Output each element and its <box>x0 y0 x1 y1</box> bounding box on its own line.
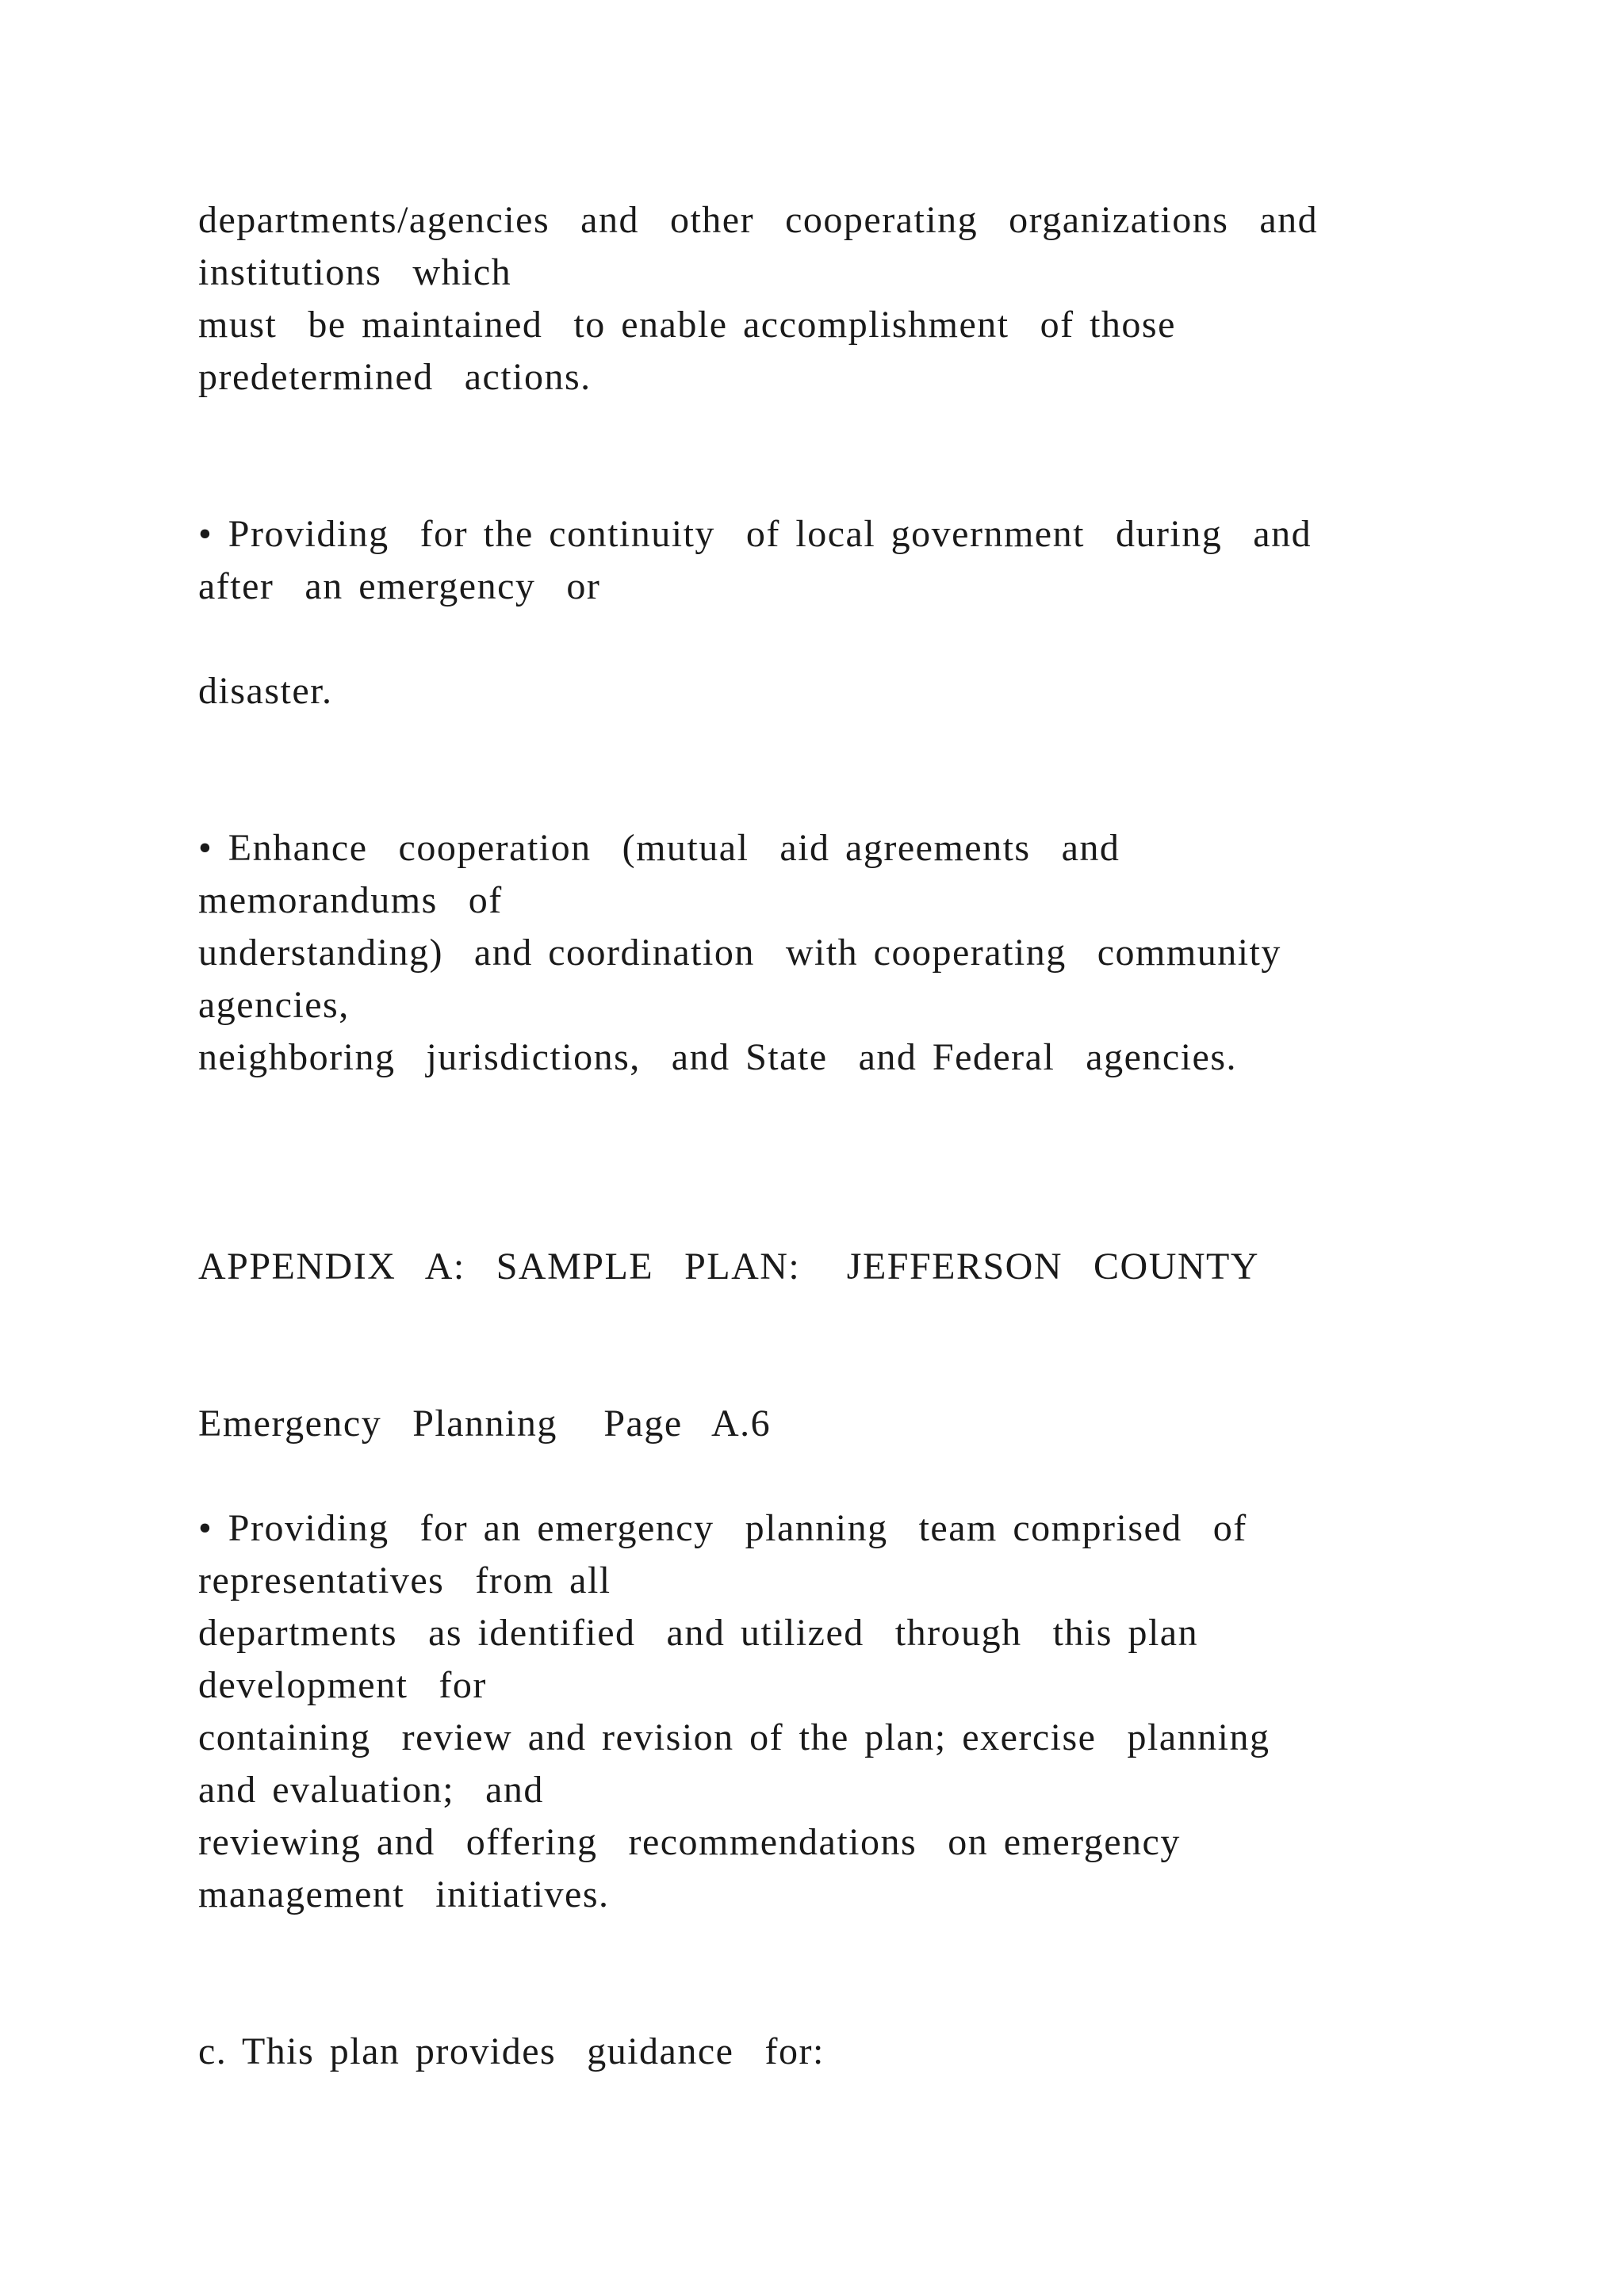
bullet-line: • Enhance cooperation (mutual aid agreements and <box>198 827 1120 869</box>
text-line: memorandums of <box>198 879 503 921</box>
text-line: representatives from all <box>198 1559 611 1601</box>
text-line: containing review and revision of the plan; exercise planning <box>198 1716 1270 1758</box>
page-header: Emergency Planning Page A.6 <box>198 1402 772 1445</box>
text-line: institutions which <box>198 251 512 293</box>
text-line: after an emergency or <box>198 565 601 607</box>
text-line: predetermined actions. <box>198 356 592 398</box>
text-line: and evaluation; and <box>198 1769 544 1811</box>
text-line: reviewing and offering recommendations on emergency <box>198 1821 1181 1863</box>
text-line: agencies, <box>198 984 350 1026</box>
text-line: neighboring jurisdictions, and State and Federal agencies. <box>198 1036 1238 1078</box>
text-line: understanding) and coordination with cooperating community <box>198 932 1281 974</box>
section-c-line: c. This plan provides guidance for: <box>198 2030 825 2072</box>
text-line: must be maintained to enable accomplishment of those <box>198 304 1176 346</box>
appendix-heading: APPENDIX A: SAMPLE PLAN: JEFFERSON COUNTY <box>198 1246 1259 1288</box>
bullet-line: • Providing for an emergency planning team comprised of <box>198 1507 1247 1549</box>
text-line: disaster. <box>198 670 333 712</box>
text-line: management initiatives. <box>198 1873 610 1915</box>
text-line: development for <box>198 1664 487 1706</box>
text-line: departments/agencies and other cooperating organizations and <box>198 199 1319 241</box>
bullet-line: • Providing for the continuity of local government during and <box>198 513 1312 555</box>
text-line: departments as identified and utilized through this plan <box>198 1612 1199 1654</box>
